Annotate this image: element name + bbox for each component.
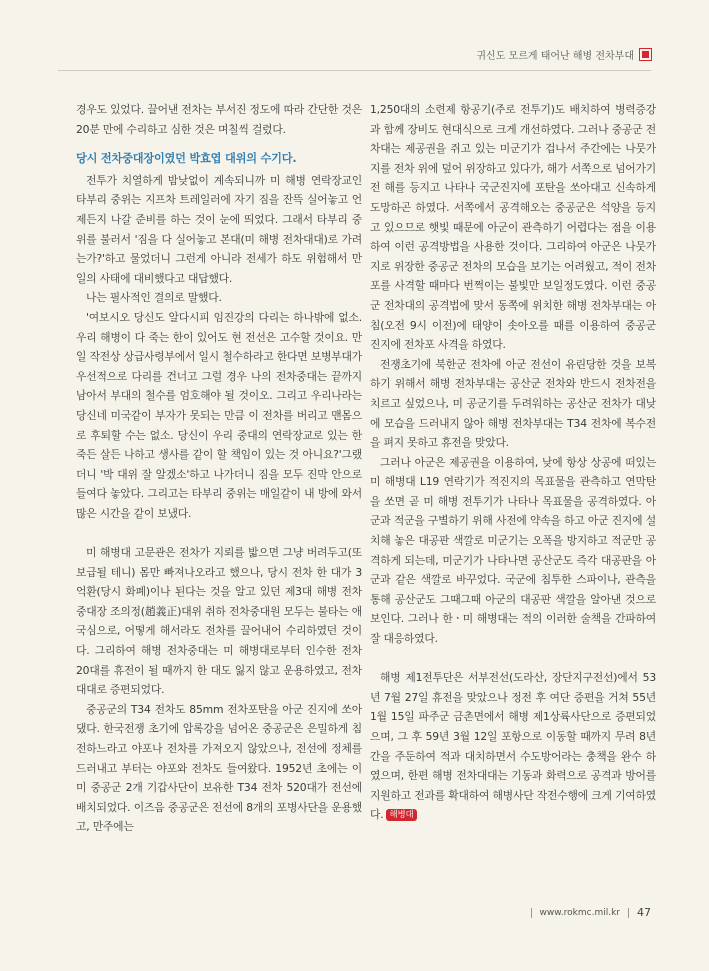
body-paragraph: 그러나 아군은 제공권을 이용하여, 낮에 항상 상공에 떠있는 미 해병대 L19 연락기가 적진지의 목표물을 관측하고 연막탄을 쏘면 곧 미 해병 전투기가 나타나 목표물을 공격하였다. 아군과 적군을 구별하기 위해 사전에 약속을 하고 아군 진지에 설치해 놓은 대공판 색깔로 미군기는 오폭을 방지하고 적군만 공격하게 되는데, 미군기가 나타나면 공산군도 즉각 대공판을 아군과 같은 색깔로 바꾸었다. 국군에 침투한 스파이나, 관측을 통해 공산군도 그때그때 아군의 대공판 색깔을 알아낸 것으로 보인다. 그러나 한ㆍ미 해병대는 적의 이러한 술책을 간파하여 잘 대응하였다. [370, 455, 656, 646]
body-paragraph: 중공군의 T34 전차도 85mm 전차포탄을 아군 진지에 쏘아댔다. 한국전쟁 초기에 압록강을 넘어온 중공군은 은밀하게 침전하느라고 야포나 전차를 가져오지 않았으나, 전선에 정체를 드러내고 부터는 야포와 전차도 들여왔다. 1952년 초에는 이미 중공군 2개 기갑사단이 보유한 T34 전차 520대가 전선에 배치되었다. 이즈음 중공군은 전선에 8개의 포병사단을 운용했고, 만주에는 [76, 702, 362, 834]
body-paragraph: 1,250대의 소련제 항공기(주로 전투기)도 배치하여 병력증강과 함께 장비도 현대식으로 크게 개선하였다. 그러나 중공군 전차대는 제공권을 쥐고 있는 미군기가 겁나서 주간에는 나뭇가지를 전차 위에 덮어 위장하고 있다가, 해가 서쪽으로 넘어가기 전 해를 등지고 나타나 국군진지에 포탄을 쏘아대고 신속하게 도망하곤 하였다. 서쪽에서 공격해오는 중공군은 석양을 등지고 있으므로 햇빛 때문에 아군이 관측하기 어렵다는 점을 이용하여 이런 공격방법을 사용한 것이다. 그리하여 아군은 나뭇가지로 위장한 중공군 전차의 모습을 보기는 어려웠고, 적이 전차포를 사격할 때마다 번쩍이는 불빛만 보일정도였다. 이런 중공군 전차대의 공격법에 맞서 동쪽에 위치한 해병 전차부대는 아침(오전 9시 이전)에 태양이 솟아오를 때를 이용하여 중공군 진지에 전차포 사격을 하였다. [370, 103, 656, 352]
footer-url: www.rokmc.mil.kr [539, 907, 620, 918]
body-paragraph [370, 668, 656, 825]
paragraph-gap [370, 649, 656, 669]
right-column [370, 100, 656, 825]
running-header-title: 귀신도 모르게 태어난 해병 전차부대 [476, 51, 634, 62]
body-paragraph: 전쟁초기에 북한군 전차에 아군 전선이 유린당한 것을 보복하기 위해서 해병 전차부대는 공산군 전차와 반드시 전차전을 치르고 싶었으나, 미 공군기를 두려워하는 공산군 전차가 대낮에 모습을 드러내지 않아 해병 전차부대는 T34 전차에 복수전을 펴지 못하고 휴전을 맞았다. [370, 357, 656, 450]
end-mark-badge: 해병대 [386, 809, 416, 821]
closing-paragraph-text: 해병 제1전투단은 서부전선(도라산, 장단지구전선)에서 53년 7월 27일 휴전을 맞았으나 정전 후 여단 증편을 거쳐 55년 1월 15일 파주군 금촌면에서 해병 제1상륙사단으로 증편되었으며, 그 후 59년 3월 12일 포항으로 이동할 때까지 무려 8년간을 주둔하여 적과 대치하면서 수도방어라는 충책을 완수 하였으며, 한편 해병 전차대대는 기동과 화력으로 공격과 방어를 지원하고 전과를 확대하여 해병사단 작전수행에 크게 기여하였다. [370, 671, 656, 822]
body-paragraph: '여보시오 당신도 알다시피 임진강의 다리는 하나밖에 없소. 우리 해병이 다 죽는 한이 있어도 현 전선은 고수할 것이요. 만일 작전상 상급사령부에서 일시 철수하라고 한다면 보병부대가 우선적으로 다리를 건너고 그럴 경우 나의 전차중대는 끝까지 남아서 부대의 철수를 엄호해야 될 것이오. 그리고 우리나라는 당신네 미국같이 부자가 못되는 만큼 이 전차를 버리고 맨몸으로 후퇴할 수는 없소. 당신이 우리 중대의 연락장교로 있는 한 죽든 살든 나하고 생사를 같이 할 책임이 있는 것 아니요?'그랬더니 '박 대위 잘 알겠소'하고 나가더니 짐을 모두 진막 안으로 들여다 놓았다. 그리고는 타부리 중위는 매일같이 내 방에 와서 많은 시간을 같이 보냈다. [76, 310, 362, 520]
page-footer [531, 906, 651, 919]
running-header [476, 47, 651, 62]
header-divider [58, 70, 651, 71]
body-paragraph: 나는 필사적인 결의로 말했다. [86, 291, 222, 305]
footer-divider [531, 908, 532, 918]
page-number: 47 [637, 906, 651, 919]
left-column [76, 100, 362, 837]
red-square-icon [640, 49, 651, 60]
body-paragraph: 전투가 치열하게 밤낮없이 계속되니까 미 해병 연락장교인 타부리 중위는 지프차 트레일러에 자기 짐을 잔뜩 실어놓고 언제든지 나갈 준비를 하는 것이 눈에 띄었다. 그래서 타부리 중위를 불러서 '짐을 다 실어놓고 본대(미 해병 전차대대)로 가려는가?'하고 물었더니 그런게 아니라 전세가 하도 위험해서 만일의 사태에 대비했다고 대답했다. [76, 173, 362, 285]
intro-paragraph: 경우도 있었다. 끌어낸 전차는 부서진 정도에 따라 간단한 것은 20분 만에 수리하고 심한 것은 며칠씩 걸렸다. [76, 103, 362, 136]
section-heading: 당시 전차중대장이였던 박효엽 대위의 수기다. [76, 152, 297, 166]
footer-divider [628, 908, 629, 918]
body-paragraph: 미 해병대 고문관은 전차가 지뢰를 밟으면 그냥 버려두고(또 보급될 테니) 몸만 빠져나오라고 했으나, 당시 전차 한 대가 3억환(당시 화폐)이나 된다는 것을 알고 있던 제3대 해병 전차중대장 조의정(趙義正)대위 취하 전차중대원 모두는 불타는 애국심으로, 어떻게 해서라도 전차를 끌어내어 수리하였던 것이다. 그리하여 해병 전차중대는 미 해병대로부터 인수한 전차 20대를 휴전이 될 때까지 한 대도 잃지 않고 운용하였고, 전차대대로 증편되었다. [76, 546, 362, 697]
paragraph-gap [76, 523, 362, 543]
